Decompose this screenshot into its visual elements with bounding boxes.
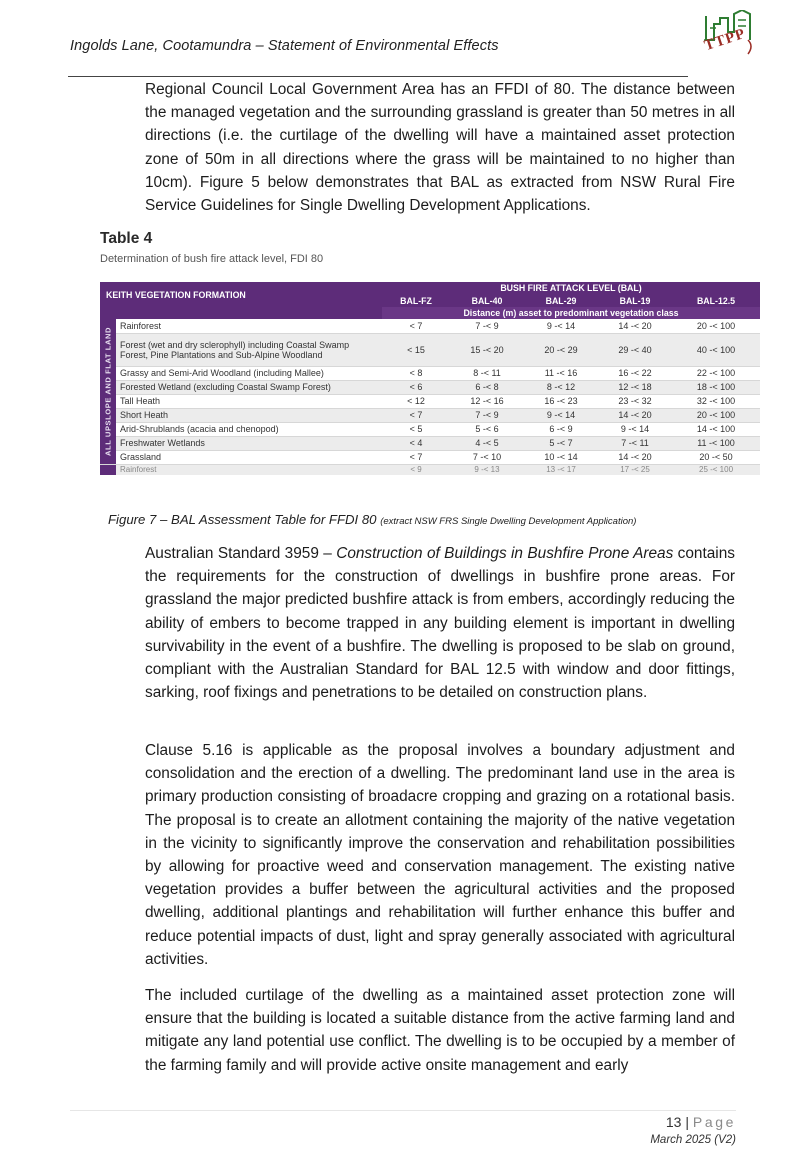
cell: 5 -< 6 (450, 422, 524, 436)
cell: 29 -< 40 (598, 333, 672, 366)
column-header: BAL-29 (524, 294, 598, 307)
table-row (100, 319, 760, 333)
header-vegetation-formation: KEITH VEGETATION FORMATION (100, 282, 382, 307)
cell: 5 -< 7 (524, 436, 598, 450)
cell: < 8 (382, 366, 450, 380)
cell: < 7 (382, 408, 450, 422)
vegetation-name: Forested Wetland (excluding Coastal Swamp Forest) (116, 380, 382, 394)
column-header: BAL-19 (598, 294, 672, 307)
cell: 8 -< 11 (450, 366, 524, 380)
figure-caption (108, 512, 636, 527)
cell: 12 -< 16 (450, 394, 524, 408)
table-row-cut (100, 464, 760, 475)
cell: 32 -< 100 (672, 394, 760, 408)
footer-divider (70, 1110, 736, 1111)
vegetation-name: Grassy and Semi-Arid Woodland (including Mallee) (116, 366, 382, 380)
table-row (100, 450, 760, 464)
table-row (100, 366, 760, 380)
cell: < 6 (382, 380, 450, 394)
cell: 23 -< 32 (598, 394, 672, 408)
paragraph-curtilage: The included curtilage of the dwelling as a maintained asset protection zone will ensure that the building is located a suitable distance from the active farming land and mitigate any land potential use conflict. The dwelling is to be occupied by a member of the farming family and will provide active onsite management and early (145, 987, 735, 1074)
page-word: Page (692, 1114, 736, 1130)
vegetation-name: Tall Heath (116, 394, 382, 408)
vegetation-name: Forest (wet and dry sclerophyll) including Coastal Swamp Forest, Pine Plantations and Sub-Alpine Woodland (116, 333, 382, 366)
vegetation-name: Short Heath (116, 408, 382, 422)
side-label: ALL UPSLOPE AND FLAT LAND (100, 319, 116, 464)
header-bal-group: BUSH FIRE ATTACK LEVEL (BAL) (382, 282, 760, 294)
cell: 15 -< 20 (450, 333, 524, 366)
cell: 25 -< 100 (672, 464, 760, 475)
vegetation-name: Rainforest (116, 319, 382, 333)
cell: 14 -< 20 (598, 450, 672, 464)
cell: 11 -< 100 (672, 436, 760, 450)
cell: < 4 (382, 436, 450, 450)
page-number-separator: | (681, 1114, 693, 1130)
table-distance-row (100, 307, 760, 319)
vegetation-name: Freshwater Wetlands (116, 436, 382, 450)
cell: < 5 (382, 422, 450, 436)
paragraph-as3959 (145, 542, 735, 704)
cell: 4 -< 5 (450, 436, 524, 450)
cell: 20 -< 100 (672, 319, 760, 333)
cell: 16 -< 23 (524, 394, 598, 408)
cell: 7 -< 11 (598, 436, 672, 450)
figure-caption-source: (extract NSW FRS Single Dwelling Development Application) (380, 516, 637, 527)
page-number-value: 13 (665, 1114, 682, 1130)
document-header-title: Ingolds Lane, Cootamundra – Statement of Environmental Effects (70, 38, 499, 54)
vegetation-name: Arid-Shrublands (acacia and chenopod) (116, 422, 382, 436)
table-row (100, 408, 760, 422)
cell: 17 -< 25 (598, 464, 672, 475)
cell: 13 -< 17 (524, 464, 598, 475)
cell: 6 -< 9 (524, 422, 598, 436)
cell: 14 -< 100 (672, 422, 760, 436)
table-row (100, 380, 760, 394)
cell: 10 -< 14 (524, 450, 598, 464)
as3959-lead: Australian Standard 3959 – (145, 545, 337, 562)
cell: 14 -< 20 (598, 408, 672, 422)
bal-table-figure (100, 228, 760, 494)
column-header: BAL-FZ (382, 294, 450, 307)
document-date: March 2025 (V2) (650, 1134, 736, 1146)
cell: < 7 (382, 450, 450, 464)
cell: < 9 (382, 464, 450, 475)
cell: 14 -< 20 (598, 319, 672, 333)
cell: 8 -< 12 (524, 380, 598, 394)
vegetation-name: Grassland (116, 450, 382, 464)
as3959-title: Construction of Buildings in Bushfire Prone Areas (336, 545, 674, 562)
table-row (100, 333, 760, 366)
table-title: Table 4 (100, 230, 153, 247)
cell: 22 -< 100 (672, 366, 760, 380)
table-row (100, 394, 760, 408)
cell: 6 -< 8 (450, 380, 524, 394)
cell: 9 -< 14 (524, 319, 598, 333)
column-header: BAL-12.5 (672, 294, 760, 307)
as3959-body: contains the requirements for the construction of dwellings in bushfire prone areas. For grassland the major predicted bushfire attack is from embers, accordingly reducing the ability of embers to become trapped in any building element is important in dwelling survivability in the event of a bushfire. The dwelling is proposed to be slab on ground, compliant with the Australian Standard for BAL 12.5 with window and door fittings, sarking, roof fixings and penetrations to be detailed on construction plans. (145, 545, 735, 702)
table-row (100, 422, 760, 436)
distance-label: Distance (m) asset to predominant vegetation class (382, 307, 760, 319)
cell: < 12 (382, 394, 450, 408)
cell: < 15 (382, 333, 450, 366)
vegetation-name: Rainforest (116, 464, 382, 475)
cell: 9 -< 14 (524, 408, 598, 422)
bal-table (100, 282, 760, 475)
logo-wordmark: TTPP (702, 25, 748, 55)
table-row (100, 436, 760, 450)
cell: 11 -< 16 (524, 366, 598, 380)
figure-caption-main: Figure 7 – BAL Assessment Table for FFDI 80 (108, 512, 381, 527)
cell: 18 -< 100 (672, 380, 760, 394)
header-divider (68, 76, 688, 77)
cell: 20 -< 29 (524, 333, 598, 366)
column-header: BAL-40 (450, 294, 524, 307)
cell: 20 -< 100 (672, 408, 760, 422)
table-group-header-row (100, 282, 760, 294)
cell: 7 -< 9 (450, 408, 524, 422)
cell: 9 -< 14 (598, 422, 672, 436)
cell: 7 -< 9 (450, 319, 524, 333)
table-subtitle: Determination of bush fire attack level, FDI 80 (100, 253, 324, 265)
cell: 20 -< 50 (672, 450, 760, 464)
cell: 40 -< 100 (672, 333, 760, 366)
cell: 12 -< 18 (598, 380, 672, 394)
cell: 9 -< 13 (450, 464, 524, 475)
paragraph-ffdi: Regional Council Local Government Area has an FFDI of 80. The distance between the managed vegetation and the surrounding grassland is greater than 50 metres in all directions (i.e. the curtilage of the dwelling will have a maintained asset protection zone of 50m in all directions where the grass will be maintained to no higher than 10cm). Figure 5 below demonstrates that BAL as extracted from NSW Rural Fire Service Guidelines for Single Dwelling Development Applications. (145, 81, 735, 215)
cell: < 7 (382, 319, 450, 333)
paragraph-clause-516: Clause 5.16 is applicable as the proposal involves a boundary adjustment and consolidation and the erection of a dwelling. The predominant land use in the area is primary production consisting of broadacre cropping and grazing on a rotational basis. The proposal is to create an allotment containing the majority of the native vegetation in the vicinity to significantly improve the conservation and rehabilitation possibilities by allowing for proactive weed and conservation management. The existing native vegetation provides a buffer between the agricultural activities and the proposed dwelling, additional plantings and rehabilitation will further enhance this buffer and reduce potential impacts of dust, light and spray generally associated with agricultural activities. (145, 742, 735, 968)
page-number (666, 1114, 736, 1130)
cell: 7 -< 10 (450, 450, 524, 464)
cell: 16 -< 22 (598, 366, 672, 380)
